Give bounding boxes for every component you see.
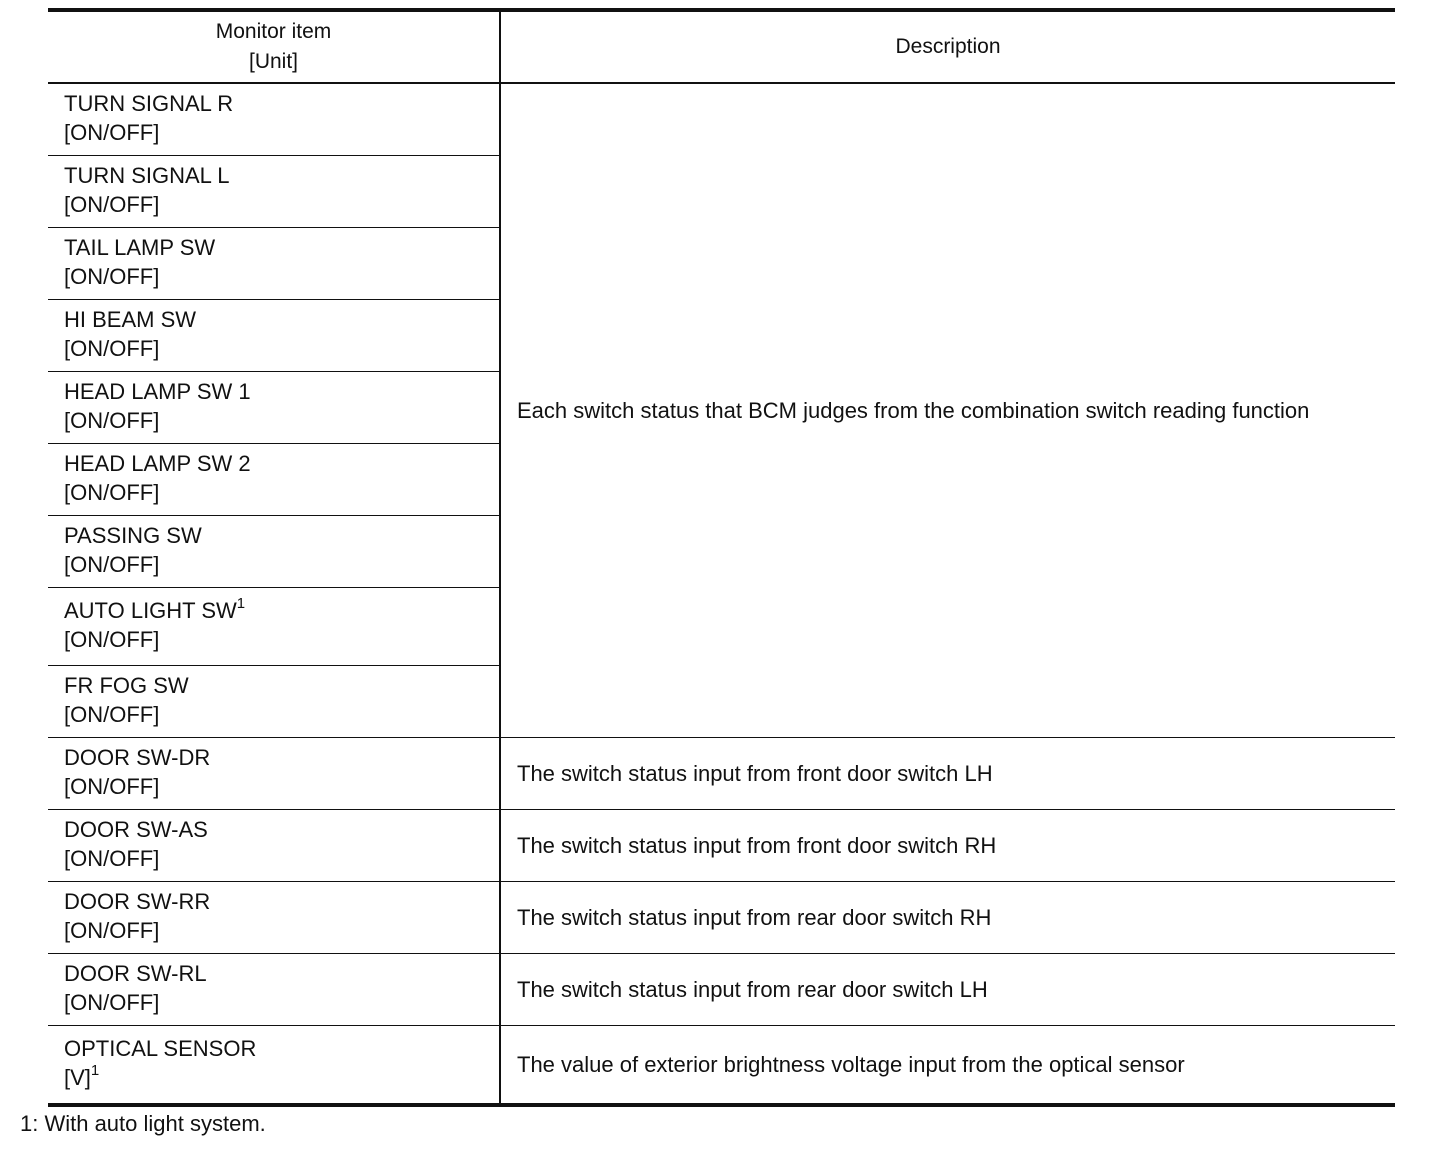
- table-row: [48, 882, 1395, 954]
- item-unit-line: [64, 1063, 485, 1092]
- item-cell-hi-beam-sw: [48, 300, 500, 372]
- table-row: [48, 954, 1395, 1026]
- item-name: HI BEAM SW: [64, 307, 197, 332]
- item-unit: [ON/OFF]: [64, 336, 160, 361]
- table-row: [48, 738, 1395, 810]
- item-unit: [ON/OFF]: [64, 702, 160, 727]
- header-unit-label: [Unit]: [248, 50, 298, 73]
- table-row: [48, 810, 1395, 882]
- item-unit: [ON/OFF]: [64, 774, 160, 799]
- item-unit: [ON/OFF]: [64, 990, 160, 1015]
- description-door-sw-rl: The switch status input from rear door switch LH: [500, 954, 1395, 1026]
- item-name: FR FOG SW: [64, 673, 189, 698]
- item-name: DOOR SW-RR: [64, 889, 211, 914]
- description-combination-switch: Each switch status that BCM judges from the combination switch reading function: [500, 83, 1395, 738]
- header-monitor-item: [48, 10, 500, 83]
- item-unit: [ON/OFF]: [64, 120, 160, 145]
- item-name: HEAD LAMP SW 2: [64, 451, 251, 476]
- item-name: OPTICAL SENSOR: [64, 1036, 257, 1061]
- item-name: HEAD LAMP SW 1: [64, 379, 251, 404]
- description-door-sw-as: The switch status input from front door switch RH: [500, 810, 1395, 882]
- item-cell-passing-sw: [48, 516, 500, 588]
- item-cell-head-lamp-sw-2: [48, 444, 500, 516]
- item-unit: [ON/OFF]: [64, 552, 160, 577]
- item-name: TURN SIGNAL R: [64, 91, 234, 116]
- item-cell-optical-sensor: [48, 1026, 500, 1106]
- item-unit: [ON/OFF]: [64, 264, 160, 289]
- item-name-line: [64, 596, 485, 625]
- item-name: PASSING SW: [64, 523, 202, 548]
- description-door-sw-dr: The switch status input from front door switch LH: [500, 738, 1395, 810]
- table-header-row: [48, 10, 1395, 83]
- item-name: DOOR SW-DR: [64, 745, 211, 770]
- footnote: 1: With auto light system.: [20, 1111, 266, 1136]
- item-unit: [ON/OFF]: [64, 480, 160, 505]
- item-unit: [ON/OFF]: [64, 627, 160, 652]
- header-monitor-item-label: Monitor item: [215, 20, 332, 43]
- header-description: Description: [500, 10, 1395, 83]
- item-cell-turn-signal-r: [48, 83, 500, 156]
- monitor-item-table-container: [48, 8, 1395, 1107]
- item-name: TAIL LAMP SW: [64, 235, 216, 260]
- item-cell-head-lamp-sw-1: [48, 372, 500, 444]
- item-cell-turn-signal-l: [48, 156, 500, 228]
- table-row: [48, 83, 1395, 156]
- item-unit: [ON/OFF]: [64, 846, 160, 871]
- item-name: TURN SIGNAL L: [64, 163, 230, 188]
- item-unit: [ON/OFF]: [64, 192, 160, 217]
- item-unit: [ON/OFF]: [64, 918, 160, 943]
- item-cell-door-sw-as: [48, 810, 500, 882]
- item-cell-door-sw-rl: [48, 954, 500, 1026]
- description-optical-sensor: The value of exterior brightness voltage input from the optical sensor: [500, 1026, 1395, 1106]
- item-cell-door-sw-rr: [48, 882, 500, 954]
- footnote-marker: 1: [236, 594, 246, 612]
- item-cell-fr-fog-sw: [48, 666, 500, 738]
- item-unit: [V]: [64, 1065, 91, 1090]
- item-name: DOOR SW-AS: [64, 817, 208, 842]
- table-row: [48, 1026, 1395, 1106]
- item-name: DOOR SW-RL: [64, 961, 207, 986]
- item-cell-door-sw-dr: [48, 738, 500, 810]
- description-door-sw-rr: The switch status input from rear door switch RH: [500, 882, 1395, 954]
- item-cell-tail-lamp-sw: [48, 228, 500, 300]
- item-name: AUTO LIGHT SW: [64, 598, 237, 623]
- footnote-marker: 1: [90, 1061, 100, 1079]
- monitor-item-table: [48, 8, 1395, 1107]
- item-cell-auto-light-sw: [48, 588, 500, 666]
- item-unit: [ON/OFF]: [64, 408, 160, 433]
